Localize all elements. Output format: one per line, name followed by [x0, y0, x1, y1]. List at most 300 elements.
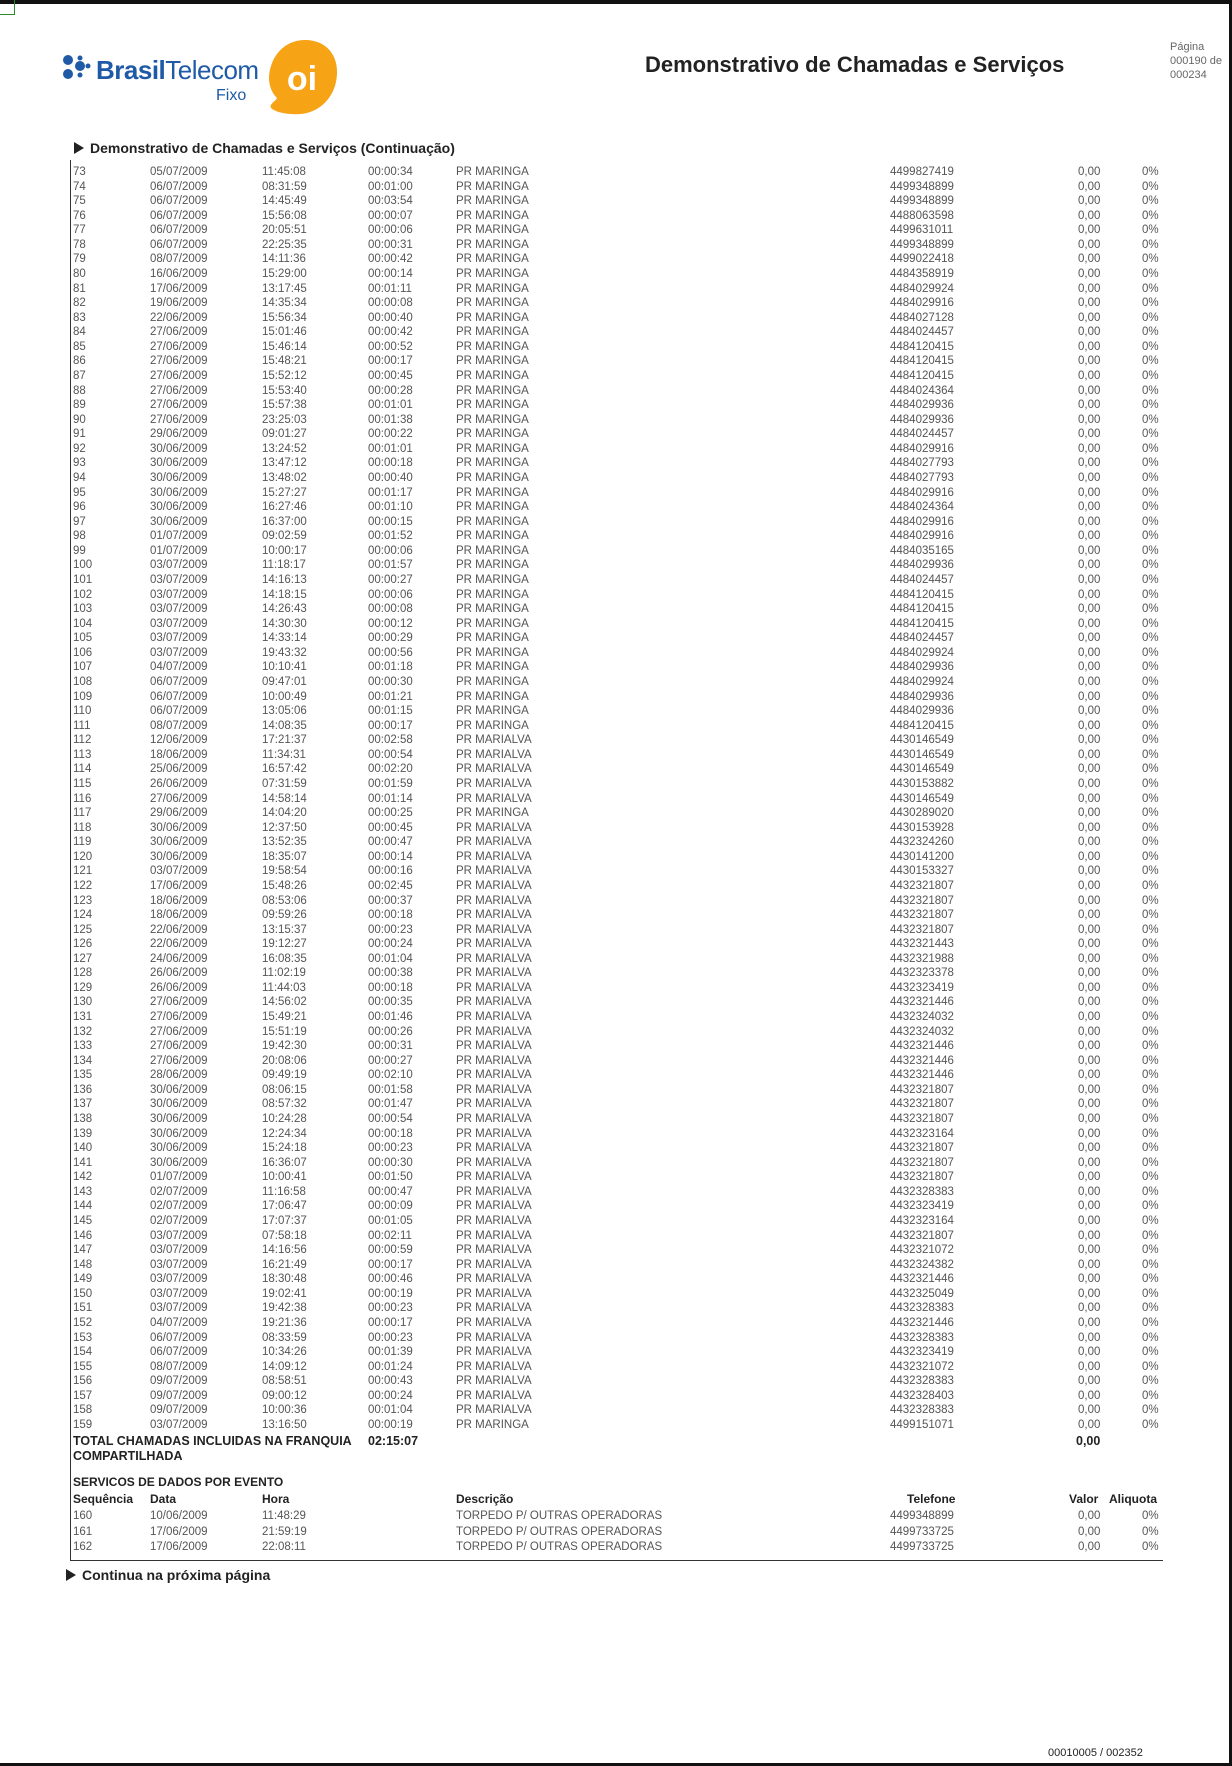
cell-time: 08:53:06 [262, 894, 307, 907]
cell-aliquota: 0% [1142, 777, 1159, 790]
cell-value: 0,00 [1078, 1419, 1101, 1432]
cell-aliquota: 0% [1142, 690, 1159, 703]
cell-date: 06/07/2009 [150, 180, 208, 193]
cell-value: 0,00 [1078, 1171, 1101, 1184]
table-row [0, 894, 1232, 909]
cell-sequence: 115 [73, 777, 92, 790]
table-row [0, 748, 1232, 763]
cell-telephone: 4432324032 [890, 1025, 954, 1038]
cell-time: 08:06:15 [262, 1083, 307, 1096]
cell-location: PR MARINGA [456, 807, 529, 820]
cell-sequence: 141 [73, 1156, 93, 1169]
table-row [0, 937, 1232, 952]
cell-location: PR MARIALVA [456, 777, 532, 790]
cell-telephone: 4484029936 [890, 690, 954, 703]
cell-aliquota: 0% [1142, 1142, 1159, 1155]
cell-duration: 00:02:45 [368, 879, 413, 892]
cell-telephone: 4484024457 [890, 573, 954, 586]
oi-logo-text: oi [286, 60, 318, 98]
cell-value: 0,00 [1078, 413, 1101, 426]
cell-aliquota: 0% [1142, 763, 1159, 776]
cell-aliquota: 0% [1142, 952, 1159, 965]
table-row [0, 704, 1232, 719]
cell-aliquota: 0% [1142, 1525, 1159, 1538]
cell-duration: 00:00:18 [368, 1127, 413, 1140]
cell-time: 16:37:00 [262, 515, 307, 528]
cell-date: 03/07/2009 [150, 646, 208, 659]
cell-date: 03/07/2009 [150, 1244, 208, 1257]
cell-value: 0,00 [1078, 1389, 1101, 1402]
cell-aliquota: 0% [1142, 1011, 1159, 1024]
cell-value: 0,00 [1078, 763, 1101, 776]
table-row [0, 1525, 1232, 1540]
cell-duration: 00:00:19 [368, 1419, 413, 1432]
cell-location: PR MARIALVA [456, 981, 532, 994]
cell-aliquota: 0% [1142, 544, 1159, 557]
cell-sequence: 155 [73, 1360, 93, 1373]
cell-date: 09/07/2009 [150, 1375, 208, 1388]
cell-aliquota: 0% [1142, 399, 1159, 412]
cell-aliquota: 0% [1142, 501, 1159, 514]
cell-duration: 00:01:52 [368, 530, 413, 543]
cell-duration: 00:00:07 [368, 209, 413, 222]
cell-date: 06/07/2009 [150, 209, 208, 222]
cell-date: 06/07/2009 [150, 224, 208, 237]
cell-telephone: 4484024364 [890, 384, 954, 397]
table-row [0, 981, 1232, 996]
cell-value: 0,00 [1078, 646, 1101, 659]
cell-value: 0,00 [1078, 952, 1101, 965]
cell-value: 0,00 [1078, 894, 1101, 907]
table-row [0, 165, 1232, 180]
cell-telephone: 4484029936 [890, 413, 954, 426]
cell-duration: 00:00:43 [368, 1375, 413, 1388]
cell-aliquota: 0% [1142, 1229, 1159, 1242]
cell-aliquota: 0% [1142, 1510, 1159, 1522]
cell-date: 09/07/2009 [150, 1389, 208, 1402]
cell-location: PR MARIALVA [456, 879, 532, 892]
cell-time: 09:00:12 [262, 1389, 307, 1402]
cell-sequence: 76 [73, 209, 86, 222]
cell-date: 30/06/2009 [150, 1142, 208, 1155]
total-duration: 02:15:07 [368, 1434, 419, 1448]
cell-value: 0,00 [1078, 1025, 1101, 1038]
cell-telephone: 4432323419 [890, 1200, 954, 1213]
cell-time: 15:46:14 [262, 340, 307, 353]
cell-sequence: 158 [73, 1404, 93, 1417]
cell-duration: 00:02:11 [368, 1229, 412, 1242]
cell-value: 0,00 [1078, 166, 1101, 178]
cell-aliquota: 0% [1142, 1185, 1159, 1198]
cell-aliquota: 0% [1142, 369, 1159, 382]
cell-aliquota: 0% [1142, 1346, 1159, 1359]
table-row [0, 558, 1232, 573]
cell-telephone: 4432323419 [890, 1346, 954, 1359]
cell-time: 16:36:07 [262, 1156, 307, 1169]
cell-aliquota: 0% [1142, 253, 1159, 266]
cell-aliquota: 0% [1142, 166, 1159, 178]
cell-telephone: 4484024457 [890, 632, 954, 645]
table-row [0, 879, 1232, 894]
cell-date: 30/06/2009 [150, 442, 208, 455]
table-row [0, 398, 1232, 413]
cell-value: 0,00 [1078, 369, 1101, 382]
cell-aliquota: 0% [1142, 1389, 1159, 1402]
cell-telephone: 4432321443 [890, 938, 954, 951]
cell-aliquota: 0% [1142, 530, 1159, 543]
cell-time: 14:16:13 [262, 573, 307, 586]
cell-telephone: 4499022418 [890, 253, 954, 266]
cell-date: 22/06/2009 [150, 923, 208, 936]
cell-duration: 00:00:17 [368, 1317, 413, 1330]
cell-time: 15:56:34 [262, 311, 307, 324]
cell-location: PR MARINGA [456, 632, 529, 645]
cell-time: 13:17:45 [262, 282, 307, 295]
cell-date: 08/07/2009 [150, 253, 208, 266]
cell-aliquota: 0% [1142, 675, 1159, 688]
cell-value: 0,00 [1078, 1404, 1101, 1417]
cell-value: 0,00 [1078, 428, 1101, 441]
cell-value: 0,00 [1078, 180, 1101, 193]
table-row [0, 1229, 1232, 1244]
cell-duration: 00:00:24 [368, 1389, 413, 1402]
cell-telephone: 4484120415 [890, 719, 954, 732]
cell-date: 30/06/2009 [150, 821, 208, 834]
cell-location: PR MARIALVA [456, 1302, 532, 1315]
cell-duration: 00:02:58 [368, 734, 413, 747]
cell-telephone: 4484029916 [890, 515, 954, 528]
cell-telephone: 4499348899 [890, 238, 954, 251]
cell-location: PR MARIALVA [456, 1317, 532, 1330]
cell-duration: 00:01:18 [368, 661, 413, 674]
brand-sub: Fixo [216, 87, 247, 104]
footer-code: 00010005 / 002352 [1048, 1747, 1143, 1759]
cell-telephone: 4430153327 [890, 865, 954, 878]
cell-aliquota: 0% [1142, 661, 1159, 674]
cell-location: PR MARINGA [456, 1419, 529, 1432]
cell-sequence: 133 [73, 1040, 93, 1053]
cell-value: 0,00 [1078, 1331, 1101, 1344]
cell-location: PR MARIALVA [456, 996, 532, 1009]
cell-telephone: 4484358919 [890, 267, 954, 280]
cell-duration: 00:00:15 [368, 515, 413, 528]
cell-duration: 00:00:56 [368, 646, 413, 659]
cell-location: PR MARINGA [456, 369, 529, 382]
table-row [0, 1054, 1232, 1069]
cell-sequence: 121 [73, 865, 93, 878]
cell-time: 10:00:41 [262, 1171, 307, 1184]
cell-location: PR MARIALVA [456, 734, 532, 747]
cell-location: PR MARIALVA [456, 1083, 532, 1096]
cell-telephone: 4484029936 [890, 399, 954, 412]
cell-sequence: 73 [73, 166, 86, 178]
cell-duration: 00:01:11 [368, 282, 412, 295]
table-row [0, 238, 1232, 253]
table-row [0, 1156, 1232, 1171]
cell-aliquota: 0% [1142, 515, 1159, 528]
cell-telephone: 4432324382 [890, 1258, 954, 1271]
cell-time: 15:29:00 [262, 267, 307, 280]
cell-date: 03/07/2009 [150, 573, 208, 586]
cell-location: PR MARINGA [456, 180, 529, 193]
cell-telephone: 4484029936 [890, 559, 954, 572]
cell-date: 03/07/2009 [150, 1258, 208, 1271]
cell-value: 0,00 [1078, 777, 1101, 790]
cell-date: 18/06/2009 [150, 894, 208, 907]
cell-sequence: 156 [73, 1375, 93, 1388]
document-title: Demonstrativo de Chamadas e Serviços [645, 52, 1065, 77]
cell-date: 27/06/2009 [150, 413, 208, 426]
table-row [0, 1360, 1232, 1375]
table-row [0, 762, 1232, 777]
cell-aliquota: 0% [1142, 355, 1159, 368]
cell-date: 06/07/2009 [150, 705, 208, 718]
brand-name: BrasilTelecom [96, 55, 259, 85]
table-row [0, 952, 1232, 967]
crop-mark [0, 0, 15, 15]
cell-sequence: 82 [73, 297, 86, 310]
cell-sequence: 157 [73, 1389, 93, 1402]
cell-duration: 00:00:06 [368, 224, 413, 237]
cell-sequence: 153 [73, 1331, 93, 1344]
cell-value: 0,00 [1078, 850, 1101, 863]
cell-duration: 00:00:14 [368, 850, 413, 863]
cell-value: 0,00 [1078, 340, 1101, 353]
cell-location: PR MARIALVA [456, 1040, 532, 1053]
cell-duration: 00:00:45 [368, 369, 413, 382]
cell-aliquota: 0% [1142, 909, 1159, 922]
cell-value: 0,00 [1078, 1244, 1101, 1257]
cell-sequence: 130 [73, 996, 93, 1009]
cell-sequence: 119 [73, 836, 92, 849]
cell-time: 14:08:35 [262, 719, 307, 732]
cell-location: PR MARINGA [456, 253, 529, 266]
cell-telephone: 4484029916 [890, 530, 954, 543]
cell-date: 06/07/2009 [150, 1331, 208, 1344]
cell-telephone: 4432321072 [890, 1360, 954, 1373]
cell-date: 27/06/2009 [150, 1011, 208, 1024]
cell-time: 20:05:51 [262, 224, 307, 237]
cell-date: 27/06/2009 [150, 1040, 208, 1053]
cell-value: 0,00 [1078, 1200, 1101, 1213]
triangle-arrow-icon [74, 142, 84, 154]
cell-telephone: 4432321446 [890, 996, 954, 1009]
cell-sequence: 112 [73, 734, 92, 747]
table-row [0, 1272, 1232, 1287]
table-row [0, 282, 1232, 297]
cell-aliquota: 0% [1142, 894, 1159, 907]
cell-duration: 00:00:42 [368, 326, 413, 339]
cell-location: PR MARIALVA [456, 1215, 532, 1228]
table-row [0, 1301, 1232, 1316]
cell-duration: 00:02:10 [368, 1069, 413, 1082]
cell-telephone: 4484029916 [890, 486, 954, 499]
cell-date: 02/07/2009 [150, 1200, 208, 1213]
cell-date: 03/07/2009 [150, 603, 208, 616]
cell-time: 12:24:34 [262, 1127, 307, 1140]
cell-sequence: 122 [73, 879, 93, 892]
cell-telephone: 4432321807 [890, 1142, 954, 1155]
cell-sequence: 103 [73, 603, 93, 616]
cell-location: PR MARINGA [456, 646, 529, 659]
cell-sequence: 109 [73, 690, 93, 703]
cell-date: 27/06/2009 [150, 996, 208, 1009]
cell-location: PR MARIALVA [456, 952, 532, 965]
cell-value: 0,00 [1078, 821, 1101, 834]
cell-sequence: 81 [73, 282, 86, 295]
cell-value: 0,00 [1078, 195, 1101, 208]
cell-date: 03/07/2009 [150, 1302, 208, 1315]
cell-value: 0,00 [1078, 297, 1101, 310]
cell-date: 17/06/2009 [150, 879, 208, 892]
table-row [0, 719, 1232, 734]
cell-time: 13:24:52 [262, 442, 307, 455]
table-row [0, 923, 1232, 938]
cell-duration: 00:00:54 [368, 1113, 413, 1126]
header-date: Data [150, 1492, 177, 1506]
cell-sequence: 85 [73, 340, 86, 353]
cell-telephone: 4484027793 [890, 471, 954, 484]
cell-time: 15:52:12 [262, 369, 307, 382]
cell-value: 0,00 [1078, 1127, 1101, 1140]
cell-time: 14:11:36 [262, 253, 306, 266]
table-row [0, 1097, 1232, 1112]
cell-telephone: 4432321988 [890, 952, 954, 965]
table-row [0, 1083, 1232, 1098]
cell-sequence: 104 [73, 617, 93, 630]
cell-date: 27/06/2009 [150, 1025, 208, 1038]
cell-value: 0,00 [1078, 224, 1101, 237]
cell-date: 29/06/2009 [150, 428, 208, 441]
cell-duration: 00:00:29 [368, 632, 413, 645]
cell-location: PR MARIALVA [456, 894, 532, 907]
cell-time: 08:57:32 [262, 1098, 307, 1111]
cell-location: PR MARINGA [456, 384, 529, 397]
cell-duration: 00:00:34 [368, 166, 413, 178]
cell-date: 03/07/2009 [150, 1229, 208, 1242]
cell-value: 0,00 [1078, 661, 1101, 674]
table-row [0, 1025, 1232, 1040]
cell-duration: 00:00:59 [368, 1244, 413, 1257]
cell-duration: 00:00:23 [368, 1331, 413, 1344]
cell-date: 03/07/2009 [150, 559, 208, 572]
cell-telephone: 4499733725 [890, 1525, 954, 1538]
cell-location: PR MARINGA [456, 559, 529, 572]
cell-value: 0,00 [1078, 923, 1101, 936]
cell-aliquota: 0% [1142, 748, 1159, 761]
table-row [0, 821, 1232, 836]
cell-date: 01/07/2009 [150, 530, 208, 543]
cell-value: 0,00 [1078, 457, 1101, 470]
cell-aliquota: 0% [1142, 282, 1159, 295]
cell-value: 0,00 [1078, 1287, 1101, 1300]
cell-telephone: 4432323164 [890, 1127, 954, 1140]
cell-aliquota: 0% [1142, 836, 1159, 849]
table-row [0, 354, 1232, 369]
data-services-title: SERVICOS DE DADOS POR EVENTO [73, 1475, 284, 1489]
cell-aliquota: 0% [1142, 923, 1159, 936]
cell-duration: 00:00:06 [368, 544, 413, 557]
header-time: Hora [262, 1492, 290, 1506]
cell-sequence: 120 [73, 850, 93, 863]
cell-telephone: 4430289020 [890, 807, 954, 820]
cell-telephone: 4484027128 [890, 311, 954, 324]
cell-time: 09:02:59 [262, 530, 307, 543]
cell-sequence: 134 [73, 1054, 93, 1067]
cell-time: 13:47:12 [262, 457, 307, 470]
table-row [0, 675, 1232, 690]
cell-sequence: 124 [73, 909, 93, 922]
cell-location: PR MARINGA [456, 457, 529, 470]
cell-telephone: 4499348899 [890, 180, 954, 193]
cell-sequence: 149 [73, 1273, 93, 1286]
cell-sequence: 126 [73, 938, 93, 951]
cell-telephone: 4499151071 [890, 1419, 954, 1432]
cell-sequence: 125 [73, 923, 93, 936]
cell-time: 10:24:28 [262, 1113, 307, 1126]
cell-aliquota: 0% [1142, 340, 1159, 353]
cell-location: PR MARINGA [456, 515, 529, 528]
table-row [0, 646, 1232, 661]
cell-telephone: 4499827419 [890, 166, 954, 178]
cell-aliquota: 0% [1142, 632, 1159, 645]
cell-date: 30/06/2009 [150, 1083, 208, 1096]
cell-duration: 00:00:09 [368, 1200, 413, 1213]
cell-sequence: 86 [73, 355, 86, 368]
cell-location: PR MARINGA [456, 617, 529, 630]
cell-duration: 00:01:57 [368, 559, 413, 572]
cell-location: PR MARIALVA [456, 967, 532, 980]
table-row [0, 180, 1232, 195]
cell-aliquota: 0% [1142, 238, 1159, 251]
cell-value: 0,00 [1078, 938, 1101, 951]
cell-telephone: 4432323378 [890, 967, 954, 980]
cell-aliquota: 0% [1142, 1127, 1159, 1140]
cell-aliquota: 0% [1142, 1375, 1159, 1388]
cell-duration: 00:00:17 [368, 1258, 413, 1271]
cell-location: PR MARINGA [456, 501, 529, 514]
cell-sequence: 113 [73, 748, 92, 761]
cell-telephone: 4432321446 [890, 1273, 954, 1286]
cell-sequence: 160 [73, 1510, 93, 1522]
cell-time: 23:25:03 [262, 413, 307, 426]
cell-location: PR MARIALVA [456, 1098, 532, 1111]
cell-date: 17/06/2009 [150, 1541, 208, 1553]
cell-value: 0,00 [1078, 573, 1101, 586]
cell-time: 15:51:19 [262, 1025, 307, 1038]
table-row [0, 690, 1232, 705]
cell-aliquota: 0% [1142, 180, 1159, 193]
cell-duration: 00:00:16 [368, 865, 413, 878]
cell-aliquota: 0% [1142, 996, 1159, 1009]
cell-telephone: 4484120415 [890, 340, 954, 353]
cell-location: PR MARINGA [456, 166, 529, 178]
cell-sequence: 99 [73, 544, 86, 557]
cell-duration: 00:01:47 [368, 1098, 413, 1111]
cell-sequence: 148 [73, 1258, 93, 1271]
cell-value: 0,00 [1078, 1040, 1101, 1053]
cell-sequence: 159 [73, 1419, 93, 1432]
cell-telephone: 4432321446 [890, 1317, 954, 1330]
cell-value: 0,00 [1078, 311, 1101, 324]
cell-aliquota: 0% [1142, 1083, 1159, 1096]
cell-aliquota: 0% [1142, 1541, 1159, 1553]
cell-location: PR MARINGA [456, 413, 529, 426]
cell-value: 0,00 [1078, 1229, 1101, 1242]
cell-aliquota: 0% [1142, 471, 1159, 484]
table-row [0, 544, 1232, 559]
cell-location: PR MARINGA [456, 297, 529, 310]
